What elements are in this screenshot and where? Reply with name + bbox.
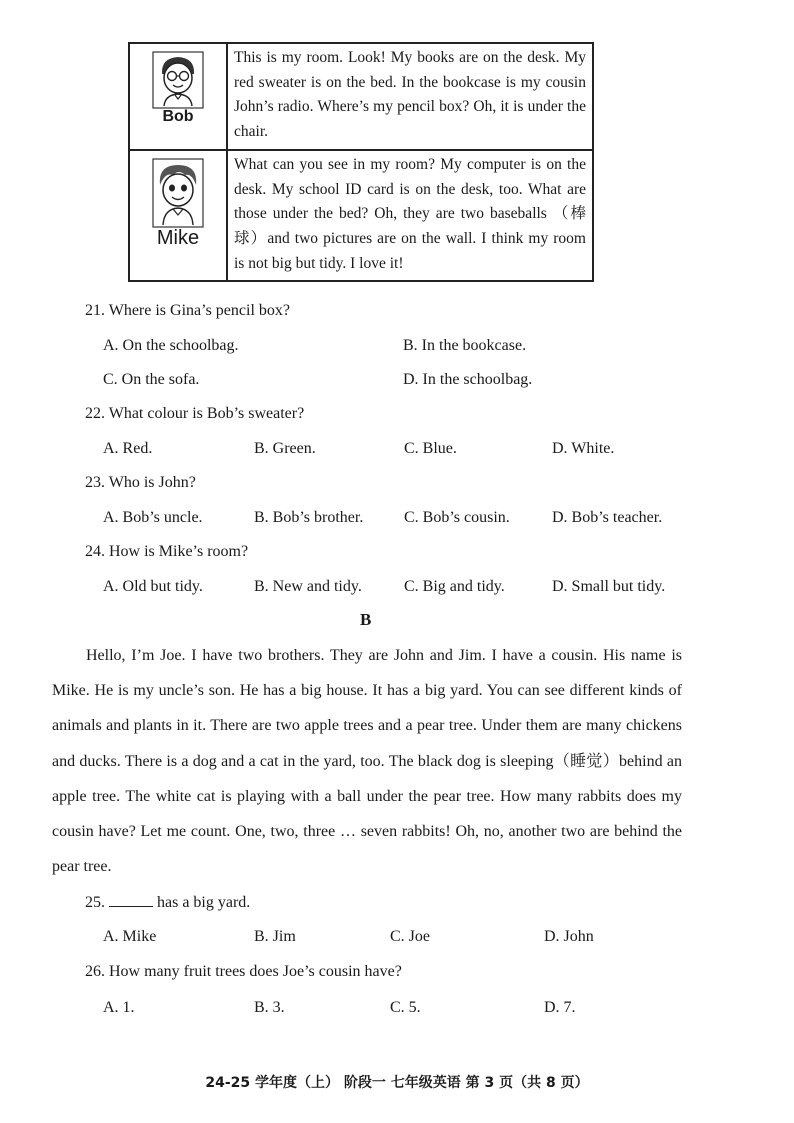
question-25-option-c: C. Joe bbox=[390, 928, 430, 945]
question-25-option-d: D. John bbox=[544, 928, 594, 945]
question-24-option-b: B. New and tidy. bbox=[254, 578, 362, 595]
question-22-option-c: C. Blue. bbox=[404, 440, 457, 457]
question-22-option-a: A. Red. bbox=[103, 440, 153, 457]
page-footer: 24-25 学年度（上） 阶段一 七年级英语 第 3 页（共 8 页） bbox=[205, 1075, 589, 1091]
question-24-option-c: C. Big and tidy. bbox=[404, 578, 505, 595]
bob-avatar-icon bbox=[149, 50, 207, 110]
table-row bbox=[129, 43, 593, 150]
question-21-option-a: A. On the schoolbag. bbox=[103, 337, 239, 354]
question-22-option-d: D. White. bbox=[552, 440, 615, 457]
mike-portrait-cell bbox=[129, 150, 227, 282]
passage-a-table bbox=[128, 42, 594, 282]
question-25-option-a: A. Mike bbox=[103, 928, 157, 945]
question-21-stem: 21. Where is Gina’s pencil box? bbox=[85, 302, 290, 319]
question-21-option-d: D. In the schoolbag. bbox=[403, 371, 533, 388]
bob-name-label: Bob bbox=[162, 108, 194, 125]
question-24-stem: 24. How is Mike’s room? bbox=[85, 543, 249, 560]
question-23-stem: 23. Who is John? bbox=[85, 474, 196, 491]
question-22-stem: 22. What colour is Bob’s sweater? bbox=[85, 405, 305, 422]
question-26-option-c: C. 5. bbox=[390, 999, 421, 1016]
question-23-option-b: B. Bob’s brother. bbox=[254, 509, 364, 526]
question-22-option-b: B. Green. bbox=[254, 440, 316, 457]
answer-blank bbox=[109, 892, 153, 907]
question-26-option-b: B. 3. bbox=[254, 999, 285, 1016]
question-25-stem bbox=[85, 892, 250, 912]
bob-portrait-cell bbox=[129, 43, 227, 150]
table-row bbox=[129, 150, 593, 282]
question-21-option-b: B. In the bookcase. bbox=[403, 337, 527, 354]
question-25-option-b: B. Jim bbox=[254, 928, 296, 945]
question-26-option-a: A. 1. bbox=[103, 999, 135, 1016]
bob-passage-text: This is my room. Look! My books are on the desk. My red sweater is on the bed. In the bookcase is my cousin John’s radio. Where’s my pencil box? Oh, it is under the chair. bbox=[227, 43, 593, 150]
question-21-option-c: C. On the sofa. bbox=[103, 371, 200, 388]
question-25-number: 25. bbox=[85, 894, 105, 911]
question-23-option-c: C. Bob’s cousin. bbox=[404, 509, 510, 526]
mike-passage-text: What can you see in my room? My computer is on the desk. My school ID card is on the desk, too. What are those under the bed? Oh, they are two baseballs （棒球）and two pictures are on the wall. I think my room is not big but tidy. I love it! bbox=[227, 150, 593, 282]
question-23-option-d: D. Bob’s teacher. bbox=[552, 509, 663, 526]
section-b-passage: Hello, I’m Joe. I have two brothers. They are John and Jim. I have a cousin. His name is Mike. He is my uncle’s son. He has a big house. It has a big yard. You can see different kinds of animals and plants in it. There are two apple trees and a pear tree. Under them are many chickens and ducks. There is a dog and a cat in the yard, too. The black dog is sleeping（睡觉）behind an apple tree. The white cat is playing with a ball under the pear tree. How many rabbits does my cousin have? Let me count. One, two, three … seven rabbits! Oh, no, another two are behind the pear tree. bbox=[52, 647, 682, 876]
question-25-stem-text: has a big yard. bbox=[157, 894, 251, 911]
section-b-heading: B bbox=[360, 610, 372, 629]
question-24-option-a: A. Old but tidy. bbox=[103, 578, 203, 595]
question-24-option-d: D. Small but tidy. bbox=[552, 578, 666, 595]
question-23-option-a: A. Bob’s uncle. bbox=[103, 509, 203, 526]
question-26-stem: 26. How many fruit trees does Joe’s cousin have? bbox=[85, 963, 402, 980]
question-26-option-d: D. 7. bbox=[544, 999, 576, 1016]
mike-avatar-icon bbox=[149, 157, 207, 229]
mike-name-label: Mike bbox=[156, 226, 200, 249]
